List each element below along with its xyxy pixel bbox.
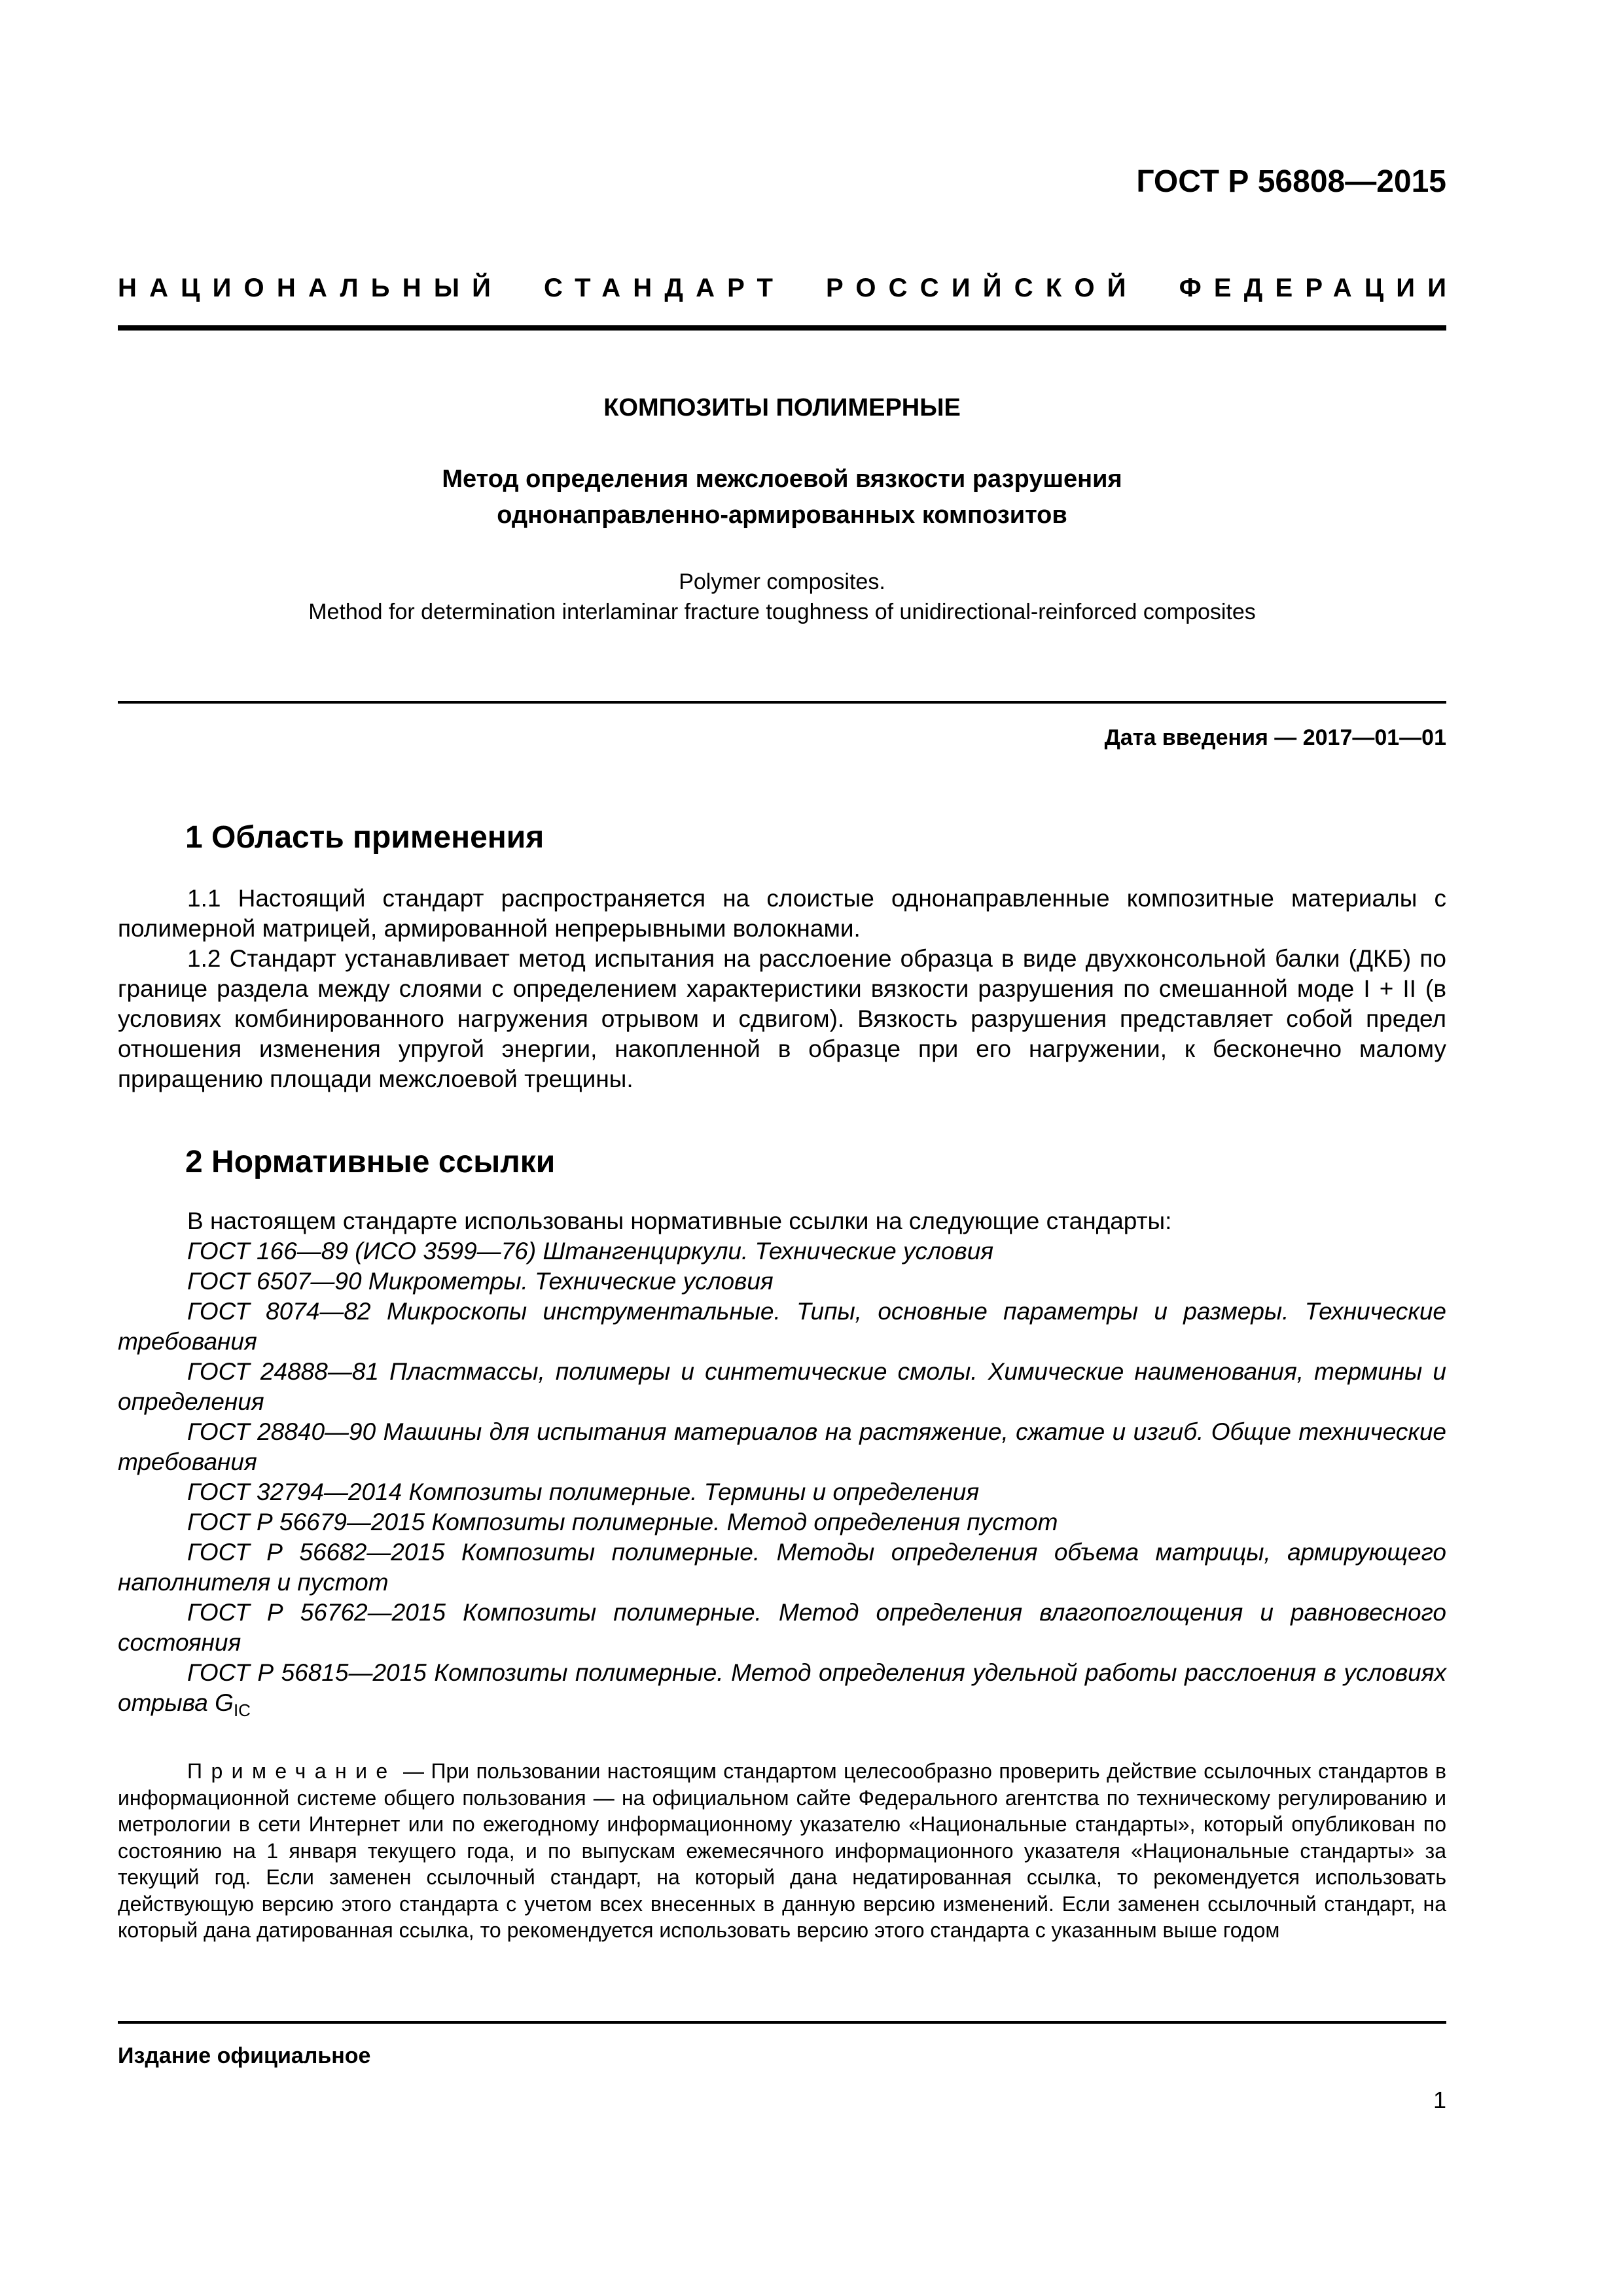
banner-word: РОССИЙСКОЙ: [826, 273, 1139, 302]
reference-item: ГОСТ 32794—2014 Композиты полимерные. Термины и определения: [187, 1479, 980, 1505]
section-heading-references: 2 Нормативные ссылки: [185, 1145, 556, 1179]
note-text: — При пользовании настоящим стандартом целесообразно проверить действие ссылочных стандартов в информационной системе общего пользования — на официальном сайте Федерального агентства по техническому регулированию и метрологии в сети Интернет или по ежегодному информационному указателю «Национальные стандарты», который опубликован по состоянию на 1 января текущего года, и по выпускам ежемесячного информационного указателя «Национальные стандарты» за текущий год. Если заменен ссылочный стандарт, на который дана недатированная ссылка, то рекомендуется использовать действующую версию этого стандарта с учетом всех внесенных в данную версию изменений. Если заменен ссылочный стандарт, на который дана датированная ссылка, то рекомендуется использовать версию этого стандарта с указанным выше годом: [118, 1759, 1446, 1942]
reference-item: ГОСТ Р 56682—2015 Композиты полимерные. Методы определения объема матрицы, армирующего наполнителя и пустот: [118, 1539, 1446, 1596]
paragraph: 1.2 Стандарт устанавливает метод испытания на расслоение образца в виде двухконсольной балки (ДКБ) по границе раздела между слоями с определением характеристики вязкости разрушения по смешанной моде I + II (в условиях комбинированного нагружения отрывом и сдвигом). Вязкость разрушения представляет собой предел отношения изменения упругой энергии, накопленной в образце при его нагружении, к бесконечно малому приращению площади межслоевой трещины.: [118, 945, 1446, 1092]
references-intro: В настоящем стандарте использованы нормативные ссылки на следующие стандарты:: [187, 1208, 1172, 1234]
banner-word: СТАНДАРТ: [544, 273, 786, 302]
banner-word: ФЕДЕРАЦИИ: [1179, 273, 1459, 302]
section-heading-scope: 1 Область применения: [185, 820, 544, 855]
edition-label: Издание официальное: [118, 2043, 371, 2068]
paragraph: 1.1 Настоящий стандарт распространяется на слоистые однонаправленные композитные материалы с полимерной матрицей, армированной непрерывными волокнами.: [118, 885, 1446, 942]
reference-item: ГОСТ 6507—90 Микрометры. Технические условия: [187, 1268, 774, 1295]
reference-item: ГОСТ 166—89 (ИСО 3599—76) Штангенциркули. Технические условия: [187, 1238, 994, 1265]
english-title-line: Polymer composites.: [679, 569, 885, 594]
reference-item: ГОСТ Р 56679—2015 Композиты полимерные. Метод определения пустот: [187, 1509, 1058, 1535]
reference-text: ГОСТ Р 56815—2015 Композиты полимерные. Метод определения удельной работы расслоения в условиях отрыва: [118, 1659, 1446, 1716]
reference-item: ГОСТ 24888—81 Пластмассы, полимеры и синтетические смолы. Химические наименования, термины и определения: [118, 1358, 1446, 1415]
subtitle-line: Метод определения межслоевой вязкости разрушения: [442, 465, 1122, 493]
footer-divider: [118, 2021, 1446, 2024]
gic-symbol: G: [215, 1689, 234, 1716]
reference-item: ГОСТ 8074—82 Микроскопы инструментальные. Типы, основные параметры и размеры. Технические требования: [118, 1298, 1446, 1355]
section-references-body: [118, 1206, 1446, 1725]
document-number: ГОСТ Р 56808—2015: [1136, 164, 1446, 199]
english-title: [118, 567, 1446, 627]
banner-word: НАЦИОНАЛЬНЫЙ: [118, 273, 504, 302]
header-divider: [118, 325, 1446, 331]
reference-item: ГОСТ 28840—90 Машины для испытания материалов на растяжение, сжатие и изгиб. Общие технические требования: [118, 1418, 1446, 1475]
page-number: 1: [1433, 2087, 1446, 2113]
note-label: Примечание: [187, 1759, 397, 1783]
english-title-line: Method for determination interlaminar fracture toughness of unidirectional-reinforced composites: [308, 600, 1256, 624]
national-standard-banner: [118, 268, 1459, 308]
reference-item: ГОСТ Р 56762—2015 Композиты полимерные. Метод определения влагопоглощения и равновесного состояния: [118, 1599, 1446, 1656]
gic-subscript: IC: [233, 1700, 251, 1720]
subtitle-line: однонаправленно-армированных композитов: [497, 501, 1067, 529]
reference-item-last: [118, 1658, 1446, 1725]
title-divider: [118, 701, 1446, 704]
document-subtitle: [118, 461, 1446, 533]
note-paragraph: [118, 1758, 1446, 1944]
note-block: [118, 1758, 1446, 1944]
introduction-date: Дата введения — 2017—01—01: [1104, 725, 1446, 750]
section-scope-body: [118, 884, 1446, 1094]
document-title: КОМПОЗИТЫ ПОЛИМЕРНЫЕ: [603, 394, 961, 422]
